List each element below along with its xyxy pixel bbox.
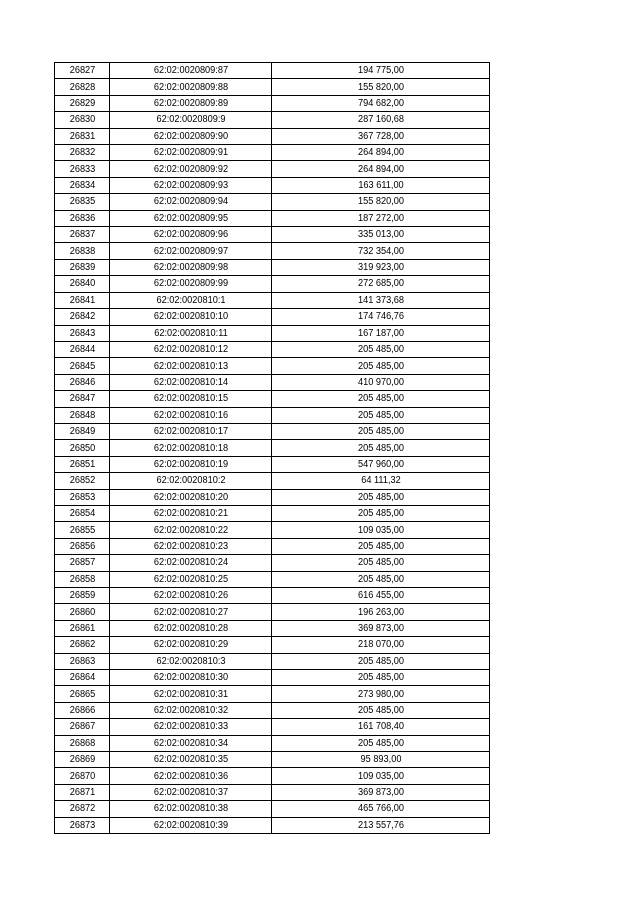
value-cell: 335 013,00	[280, 227, 481, 243]
row-number-cell: 26843	[57, 325, 108, 341]
cadastral-number-cell: 62:02:0020810:27	[116, 604, 265, 620]
cadastral-number-cell: 62:02:0020810:2	[116, 473, 265, 489]
cadastral-number-cell: 62:02:0020810:37	[116, 784, 265, 800]
row-number-cell: 26844	[57, 341, 108, 357]
table-row	[55, 145, 490, 161]
table-row	[55, 702, 490, 718]
row-number-cell: 26867	[57, 719, 108, 735]
table-row	[55, 686, 490, 702]
table-row	[55, 210, 490, 226]
table-row	[55, 292, 490, 308]
row-number-cell: 26852	[57, 473, 108, 489]
row-number-cell: 26861	[57, 620, 108, 636]
row-number-cell: 26833	[57, 161, 108, 177]
row-number-cell: 26838	[57, 243, 108, 259]
value-cell: 109 035,00	[280, 768, 481, 784]
row-number-cell: 26864	[57, 670, 108, 686]
cadastral-number-cell: 62:02:0020810:31	[116, 686, 265, 702]
row-number-cell: 26871	[57, 784, 108, 800]
row-number-cell: 26834	[57, 177, 108, 193]
row-number-cell: 26846	[57, 374, 108, 390]
value-cell: 161 708,40	[280, 719, 481, 735]
cadastral-number-cell: 62:02:0020810:20	[116, 489, 265, 505]
cadastral-number-cell: 62:02:0020809:88	[116, 79, 265, 95]
cadastral-number-cell: 62:02:0020810:3	[116, 653, 265, 669]
cadastral-number-cell: 62:02:0020809:89	[116, 95, 265, 111]
cadastral-number-cell: 62:02:0020810:39	[116, 817, 265, 833]
document-page	[54, 62, 486, 834]
row-number-cell: 26828	[57, 79, 108, 95]
table-row	[55, 555, 490, 571]
table-row	[55, 128, 490, 144]
row-number-cell: 26859	[57, 588, 108, 604]
table-row	[55, 604, 490, 620]
cadastral-value-table	[54, 62, 490, 834]
value-cell: 205 485,00	[280, 653, 481, 669]
table-row	[55, 719, 490, 735]
table-row	[55, 95, 490, 111]
value-cell: 369 873,00	[280, 784, 481, 800]
table-row	[55, 571, 490, 587]
row-number-cell: 26873	[57, 817, 108, 833]
row-number-cell: 26832	[57, 145, 108, 161]
value-cell: 367 728,00	[280, 128, 481, 144]
cadastral-number-cell: 62:02:0020809:87	[116, 63, 265, 79]
cadastral-number-cell: 62:02:0020810:25	[116, 571, 265, 587]
table-row	[55, 391, 490, 407]
row-number-cell: 26854	[57, 505, 108, 521]
value-cell: 141 373,68	[280, 292, 481, 308]
row-number-cell: 26827	[57, 63, 108, 79]
value-cell: 205 485,00	[280, 555, 481, 571]
value-cell: 205 485,00	[280, 670, 481, 686]
row-number-cell: 26837	[57, 227, 108, 243]
value-cell: 205 485,00	[280, 702, 481, 718]
value-cell: 205 485,00	[280, 735, 481, 751]
table-row	[55, 588, 490, 604]
row-number-cell: 26863	[57, 653, 108, 669]
row-number-cell: 26850	[57, 440, 108, 456]
value-cell: 616 455,00	[280, 588, 481, 604]
row-number-cell: 26845	[57, 358, 108, 374]
cadastral-number-cell: 62:02:0020809:95	[116, 210, 265, 226]
row-number-cell: 26872	[57, 801, 108, 817]
table-row	[55, 161, 490, 177]
row-number-cell: 26858	[57, 571, 108, 587]
row-number-cell: 26860	[57, 604, 108, 620]
table-row	[55, 194, 490, 210]
row-number-cell: 26868	[57, 735, 108, 751]
cadastral-number-cell: 62:02:0020810:1	[116, 292, 265, 308]
table-body	[55, 63, 490, 834]
value-cell: 205 485,00	[280, 391, 481, 407]
row-number-cell: 26831	[57, 128, 108, 144]
table-row	[55, 670, 490, 686]
value-cell: 213 557,76	[280, 817, 481, 833]
value-cell: 64 111,32	[280, 473, 481, 489]
table-row	[55, 637, 490, 653]
table-row	[55, 473, 490, 489]
cadastral-number-cell: 62:02:0020810:18	[116, 440, 265, 456]
cadastral-number-cell: 62:02:0020809:99	[116, 276, 265, 292]
table-row	[55, 784, 490, 800]
row-number-cell: 26866	[57, 702, 108, 718]
cadastral-number-cell: 62:02:0020810:14	[116, 374, 265, 390]
value-cell: 205 485,00	[280, 489, 481, 505]
table-row	[55, 325, 490, 341]
value-cell: 205 485,00	[280, 571, 481, 587]
cadastral-number-cell: 62:02:0020809:96	[116, 227, 265, 243]
row-number-cell: 26865	[57, 686, 108, 702]
value-cell: 205 485,00	[280, 341, 481, 357]
cadastral-number-cell: 62:02:0020810:23	[116, 538, 265, 554]
row-number-cell: 26847	[57, 391, 108, 407]
table-row	[55, 276, 490, 292]
cadastral-number-cell: 62:02:0020810:34	[116, 735, 265, 751]
table-row	[55, 259, 490, 275]
value-cell: 109 035,00	[280, 522, 481, 538]
row-number-cell: 26841	[57, 292, 108, 308]
value-cell: 163 611,00	[280, 177, 481, 193]
table-row	[55, 653, 490, 669]
cadastral-number-cell: 62:02:0020809:97	[116, 243, 265, 259]
value-cell: 205 485,00	[280, 538, 481, 554]
cadastral-number-cell: 62:02:0020809:94	[116, 194, 265, 210]
value-cell: 205 485,00	[280, 358, 481, 374]
table-row	[55, 243, 490, 259]
table-row	[55, 620, 490, 636]
cadastral-number-cell: 62:02:0020810:32	[116, 702, 265, 718]
table-row	[55, 538, 490, 554]
cadastral-number-cell: 62:02:0020810:10	[116, 309, 265, 325]
value-cell: 264 894,00	[280, 161, 481, 177]
value-cell: 205 485,00	[280, 505, 481, 521]
table-row	[55, 522, 490, 538]
table-row	[55, 489, 490, 505]
value-cell: 287 160,68	[280, 112, 481, 128]
row-number-cell: 26835	[57, 194, 108, 210]
cadastral-number-cell: 62:02:0020810:15	[116, 391, 265, 407]
cadastral-number-cell: 62:02:0020809:91	[116, 145, 265, 161]
cadastral-number-cell: 62:02:0020809:9	[116, 112, 265, 128]
cadastral-number-cell: 62:02:0020810:13	[116, 358, 265, 374]
value-cell: 264 894,00	[280, 145, 481, 161]
table-row	[55, 358, 490, 374]
value-cell: 319 923,00	[280, 259, 481, 275]
row-number-cell: 26862	[57, 637, 108, 653]
value-cell: 155 820,00	[280, 79, 481, 95]
table-row	[55, 817, 490, 833]
value-cell: 205 485,00	[280, 440, 481, 456]
table-row	[55, 374, 490, 390]
table-row	[55, 752, 490, 768]
row-number-cell: 26856	[57, 538, 108, 554]
table-row	[55, 423, 490, 439]
value-cell: 547 960,00	[280, 456, 481, 472]
row-number-cell: 26840	[57, 276, 108, 292]
value-cell: 369 873,00	[280, 620, 481, 636]
cadastral-number-cell: 62:02:0020810:24	[116, 555, 265, 571]
cadastral-number-cell: 62:02:0020810:21	[116, 505, 265, 521]
value-cell: 205 485,00	[280, 423, 481, 439]
row-number-cell: 26842	[57, 309, 108, 325]
value-cell: 205 485,00	[280, 407, 481, 423]
table-row	[55, 801, 490, 817]
value-cell: 95 893,00	[280, 752, 481, 768]
row-number-cell: 26839	[57, 259, 108, 275]
cadastral-number-cell: 62:02:0020810:35	[116, 752, 265, 768]
cadastral-number-cell: 62:02:0020810:36	[116, 768, 265, 784]
row-number-cell: 26855	[57, 522, 108, 538]
value-cell: 167 187,00	[280, 325, 481, 341]
table-row	[55, 768, 490, 784]
value-cell: 410 970,00	[280, 374, 481, 390]
table-row	[55, 112, 490, 128]
row-number-cell: 26851	[57, 456, 108, 472]
table-row	[55, 440, 490, 456]
value-cell: 732 354,00	[280, 243, 481, 259]
row-number-cell: 26853	[57, 489, 108, 505]
value-cell: 465 766,00	[280, 801, 481, 817]
value-cell: 272 685,00	[280, 276, 481, 292]
row-number-cell: 26849	[57, 423, 108, 439]
value-cell: 273 980,00	[280, 686, 481, 702]
table-row	[55, 735, 490, 751]
table-row	[55, 505, 490, 521]
table-row	[55, 227, 490, 243]
cadastral-number-cell: 62:02:0020809:92	[116, 161, 265, 177]
cadastral-number-cell: 62:02:0020810:28	[116, 620, 265, 636]
cadastral-number-cell: 62:02:0020809:93	[116, 177, 265, 193]
cadastral-number-cell: 62:02:0020810:16	[116, 407, 265, 423]
cadastral-number-cell: 62:02:0020810:17	[116, 423, 265, 439]
row-number-cell: 26857	[57, 555, 108, 571]
value-cell: 794 682,00	[280, 95, 481, 111]
cadastral-number-cell: 62:02:0020809:98	[116, 259, 265, 275]
table-row	[55, 341, 490, 357]
row-number-cell: 26848	[57, 407, 108, 423]
value-cell: 196 263,00	[280, 604, 481, 620]
cadastral-number-cell: 62:02:0020810:29	[116, 637, 265, 653]
value-cell: 187 272,00	[280, 210, 481, 226]
row-number-cell: 26836	[57, 210, 108, 226]
row-number-cell: 26830	[57, 112, 108, 128]
table-row	[55, 63, 490, 79]
table-row	[55, 456, 490, 472]
table-row	[55, 177, 490, 193]
value-cell: 218 070,00	[280, 637, 481, 653]
cadastral-number-cell: 62:02:0020810:12	[116, 341, 265, 357]
cadastral-number-cell: 62:02:0020809:90	[116, 128, 265, 144]
table-row	[55, 79, 490, 95]
value-cell: 174 746,76	[280, 309, 481, 325]
cadastral-number-cell: 62:02:0020810:33	[116, 719, 265, 735]
table-row	[55, 407, 490, 423]
cadastral-number-cell: 62:02:0020810:26	[116, 588, 265, 604]
cadastral-number-cell: 62:02:0020810:38	[116, 801, 265, 817]
cadastral-number-cell: 62:02:0020810:11	[116, 325, 265, 341]
value-cell: 194 775,00	[280, 63, 481, 79]
value-cell: 155 820,00	[280, 194, 481, 210]
row-number-cell: 26829	[57, 95, 108, 111]
cadastral-number-cell: 62:02:0020810:19	[116, 456, 265, 472]
row-number-cell: 26870	[57, 768, 108, 784]
row-number-cell: 26869	[57, 752, 108, 768]
table-row	[55, 309, 490, 325]
cadastral-number-cell: 62:02:0020810:22	[116, 522, 265, 538]
cadastral-number-cell: 62:02:0020810:30	[116, 670, 265, 686]
